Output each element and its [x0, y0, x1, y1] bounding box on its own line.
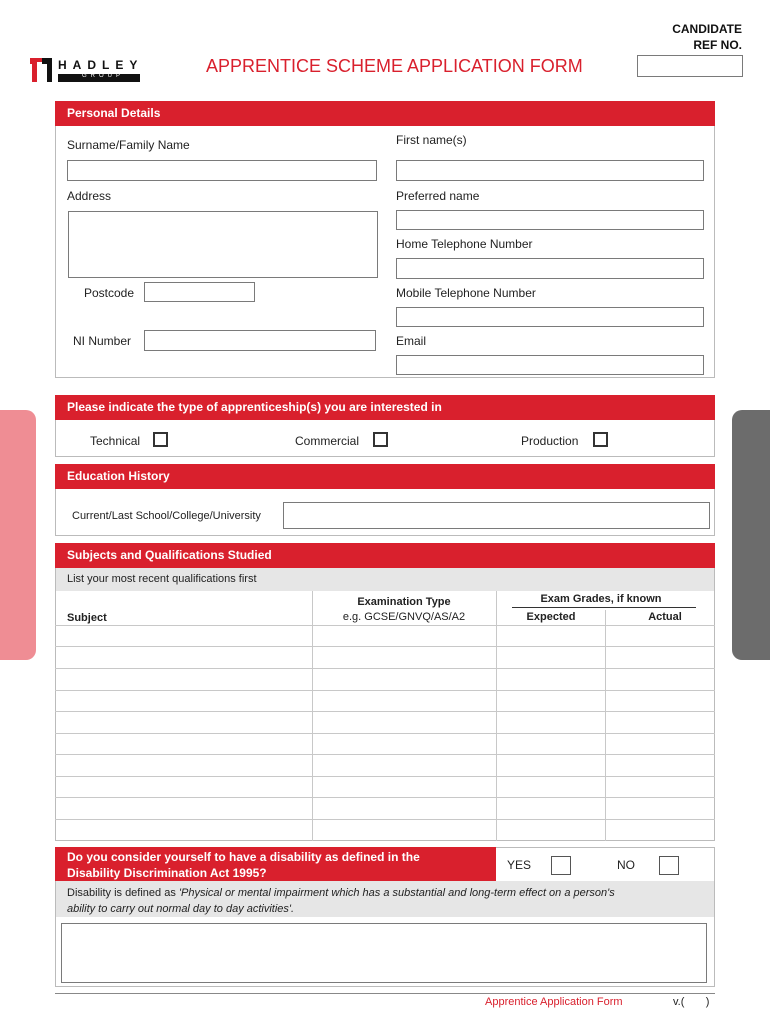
table-row[interactable] [56, 691, 714, 711]
apprenticeship-heading: Please indicate the type of apprenticeship(s) you are interested in [55, 395, 715, 420]
footer-rule [55, 993, 715, 994]
email-input[interactable] [396, 355, 704, 375]
form-title: APPRENTICE SCHEME APPLICATION FORM [206, 56, 583, 76]
table-row[interactable] [56, 820, 714, 840]
personal-details-heading: Personal Details [55, 101, 715, 126]
col-exam-type-example: e.g. GCSE/GNVQ/AS/A2 [342, 611, 466, 623]
disability-definition [67, 885, 615, 917]
subjects-instruction: List your most recent qualifications first [67, 573, 257, 585]
col-subject-header: Subject [67, 612, 107, 624]
preferred-name-input[interactable] [396, 210, 704, 230]
table-row[interactable] [56, 669, 714, 690]
col-grades-header: Exam Grades, if known [540, 593, 662, 605]
technical-checkbox[interactable] [153, 432, 168, 447]
email-label: Email [396, 334, 427, 348]
option-technical-label: Technical [90, 434, 141, 448]
col-actual-header: Actual [648, 611, 682, 623]
surname-input[interactable] [67, 160, 377, 181]
left-side-tab [0, 410, 36, 660]
table-row[interactable] [56, 626, 714, 646]
disability-question-line1: Do you consider yourself to have a disability as defined in the [67, 850, 420, 864]
col-expected-header: Expected [526, 611, 576, 623]
table-row[interactable] [56, 777, 714, 797]
table-row[interactable] [56, 755, 714, 776]
logo-text: HADLEY [58, 58, 144, 72]
col-exam-type-header: Examination Type [357, 596, 451, 608]
first-name-label: First name(s) [396, 133, 467, 147]
candidate-ref-line1: CANDIDATE [672, 22, 742, 36]
home-telephone-input[interactable] [396, 258, 704, 279]
logo-sub-bar [58, 74, 140, 82]
ni-number-input[interactable] [144, 330, 376, 351]
yes-label: YES [507, 858, 532, 872]
option-commercial-label: Commercial [295, 434, 360, 448]
disability-definition-line2: ability to carry out normal day to day activities'. [67, 903, 295, 915]
hadley-logo-icon [28, 56, 54, 84]
hadley-logo [28, 56, 143, 86]
table-row[interactable] [56, 712, 714, 733]
mobile-telephone-input[interactable] [396, 307, 704, 327]
disability-definition-line1: 'Physical or mental impairment which has a substantial and long-term effect on a person's [178, 887, 615, 899]
no-checkbox[interactable] [659, 856, 679, 875]
school-input[interactable] [283, 502, 710, 529]
mobile-telephone-label: Mobile Telephone Number [396, 286, 536, 300]
disability-question-bar [55, 847, 496, 881]
candidate-ref-input[interactable] [637, 55, 743, 77]
education-heading: Education History [55, 464, 715, 489]
commercial-checkbox[interactable] [373, 432, 388, 447]
candidate-ref-label [640, 21, 742, 53]
address-label: Address [67, 189, 112, 203]
table-row[interactable] [56, 734, 714, 754]
ni-number-label: NI Number [73, 334, 132, 348]
logo-sub-text: GROUP [82, 73, 125, 79]
home-telephone-label: Home Telephone Number [396, 237, 533, 251]
school-label: Current/Last School/College/University [72, 510, 261, 522]
option-production-label: Production [521, 434, 579, 448]
address-input[interactable] [68, 211, 378, 278]
production-checkbox[interactable] [593, 432, 608, 447]
yes-checkbox[interactable] [551, 856, 571, 875]
postcode-input[interactable] [144, 282, 255, 302]
grades-underline [512, 607, 696, 608]
first-name-input[interactable] [396, 160, 704, 181]
right-side-tab [732, 410, 770, 660]
no-label: NO [617, 858, 635, 872]
disability-question-line2: Disability Discrimination Act 1995? [67, 866, 267, 880]
table-row[interactable] [56, 647, 714, 668]
footer-version: v.( ) [673, 996, 710, 1008]
subjects-heading: Subjects and Qualifications Studied [55, 543, 715, 568]
disability-details-input[interactable] [61, 923, 707, 983]
preferred-name-label: Preferred name [396, 189, 480, 203]
surname-label: Surname/Family Name [67, 138, 190, 152]
disability-definition-prefix: Disability is defined as [67, 887, 179, 899]
postcode-label: Postcode [84, 286, 135, 300]
footer-form-name: Apprentice Application Form [485, 996, 623, 1008]
candidate-ref-line2: REF NO. [693, 38, 742, 52]
table-row[interactable] [56, 798, 714, 819]
